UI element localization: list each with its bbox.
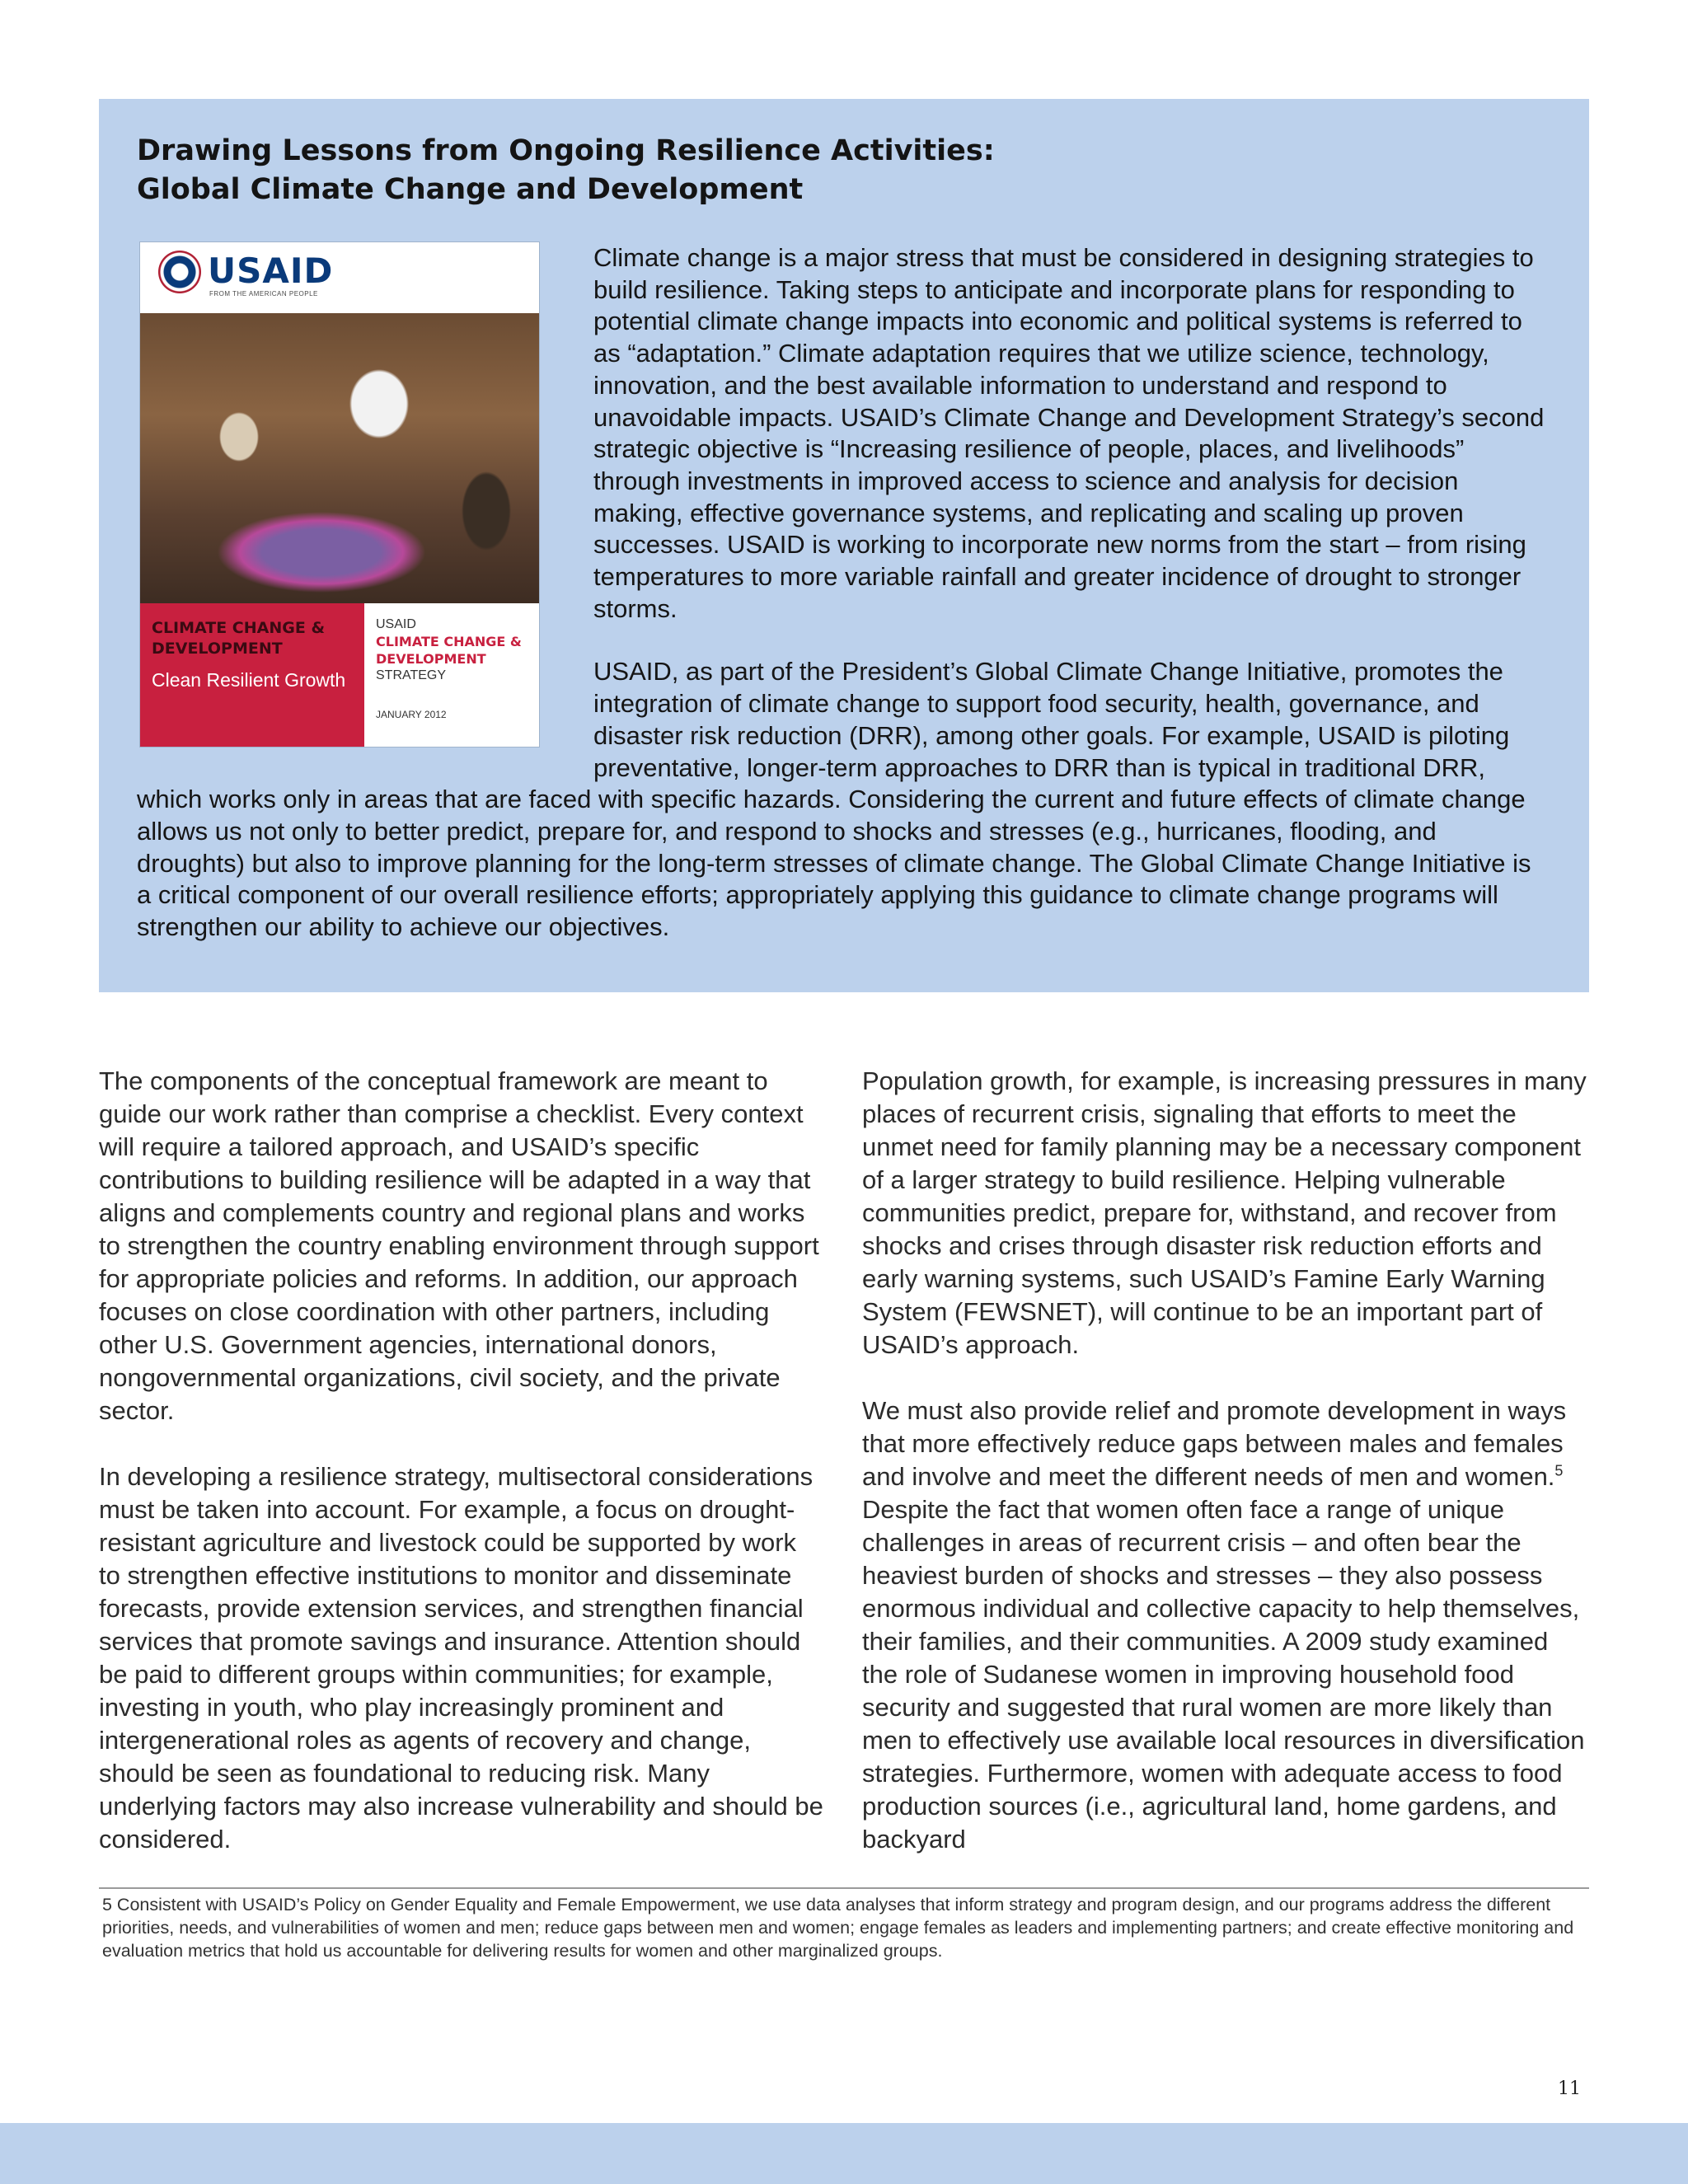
cover-side-agency: USAID	[376, 617, 416, 631]
sidebar-title-line2: Global Climate Change and Development	[137, 173, 804, 206]
sidebar-title	[137, 132, 1551, 209]
cover-header	[140, 242, 539, 313]
right-paragraph-2-part-a: We must also provide relief and promote development in ways that more effectively reduce gaps between males and females and involve and meet the different needs of men and women.	[862, 1396, 1567, 1491]
sidebar-paragraph-1: Climate change is a major stress that must be considered in designing strategies to build resilience. Taking steps to anticipate and incorporate plans for responding to potential climate change impacts into economic and political systems is referred to as “adaptation.” Climate adaptation requires that we utilize science, technology, innovation, and the best available information to understand and respond to unavoidable impacts. USAID’s Climate Change and Development Strategy’s second strategic objective is “Increasing resilience of people, places, and livelihoods” through investments in improved access to science and analysis for decision making, effective governance systems, and replicating and scaling up proven successes. USAID is working to incorporate new norms from the start – from rising temperatures to more variable rainfall and greater incidence of drought to stronger storms.	[593, 243, 1545, 623]
usaid-tagline: FROM THE AMERICAN PEOPLE	[209, 290, 318, 298]
cover-side-panel	[364, 603, 539, 747]
sidebar-title-line1: Drawing Lessons from Ongoing Resilience Activities:	[137, 134, 995, 167]
cover-photo-people-with-map	[140, 313, 539, 603]
body-columns	[99, 1065, 1589, 1854]
climate-change-sidebar-box	[99, 99, 1589, 992]
right-paragraph-2	[862, 1394, 1587, 1856]
usaid-logo: USAID	[208, 251, 334, 291]
sidebar-paragraph-2: USAID, as part of the President’s Global Climate Change Initiative, promotes the integration of climate change to support food security, health, governance, and disaster risk reduction (DRR), among other goals. For example, USAID is piloting preventative, longer-term approaches to DRR than is typical in traditional DRR, which works only in areas that are faced with specific hazards. Considering the current and future effects of climate change allows us not only to better predict, prepare for, and respond to shocks and stresses (e.g., hurricanes, flooding, and droughts) but also to improve planning for the long-term stresses of climate change. The Global Climate Change Initiative is a critical component of our overall resilience efforts; appropriately applying this guidance to climate change programs will strengthen our ability to achieve our objectives.	[137, 657, 1531, 942]
page-number: 11	[1558, 2079, 1581, 2099]
cover-side-title: CLIMATE CHANGE & DEVELOPMENT	[376, 634, 522, 667]
strategy-cover-image	[140, 242, 539, 747]
footnote-5: 5 Consistent with USAID’s Policy on Gender Equality and Female Empowerment, we use data analyses that inform strategy and program design, and our programs address the different priorities, needs, and vulnerabilities of women and men; reduce gaps between men and women; engage females as leaders and implementing partners; and create effective monitoring and evaluation metrics that hold us accountable for delivering results for women and other marginalized groups.	[102, 1895, 1574, 1961]
bottom-color-band	[0, 2123, 1688, 2184]
right-paragraph-2-part-b: Despite the fact that women often face a range of unique challenges in areas of recurrent crisis – and often bear the heaviest burden of shocks and stresses – they also possess enormous individual and collective capacity to help themselves, their families, and their communities. A 2009 study examined the role of Sudanese women in improving household food security and suggested that rural women are more likely than men to effectively use available local resources in diversification strategies. Furthermore, women with adequate access to food production sources (i.e., agricultural land, home gardens, and backyard	[862, 1495, 1585, 1854]
footnote-reference-5[interactable]: 5	[1554, 1462, 1564, 1479]
footnote-divider	[99, 1887, 1589, 1889]
right-paragraph-1: Population growth, for example, is increasing pressures in many places of recurrent crisis, signaling that efforts to meet the unmet need for family planning may be a necessary component of a larger strategy to build resilience. Helping vulnerable communities predict, prepare for, withstand, and recover from shocks and crises through disaster risk reduction efforts and early warning systems, such USAID’s Famine Early Warning System (FEWSNET), will continue to be an important part of USAID’s approach.	[862, 1066, 1587, 1359]
cover-red-title: CLIMATE CHANGE & DEVELOPMENT	[152, 619, 326, 658]
cover-side-date: JANUARY 2012	[376, 709, 447, 720]
cover-red-panel	[140, 603, 364, 747]
cover-side-strategy: STRATEGY	[376, 668, 447, 682]
left-paragraph-1: The components of the conceptual framework are meant to guide our work rather than comprise a checklist. Every context will require a tailored approach, and USAID’s specific contributions to building resilience will be adapted in a way that aligns and complements country and regional plans and works to strengthen the country enabling environment through support for appropriate policies and reforms. In addition, our approach focuses on close coordination with other partners, including other U.S. Government agencies, international donors, nongovernmental organizations, civil society, and the private sector.	[99, 1066, 819, 1425]
usaid-seal-icon	[158, 251, 201, 293]
left-paragraph-2: In developing a resilience strategy, multisectoral considerations must be taken into account. For example, a focus on drought-resistant agriculture and livestock could be supported by work to strengthen effective institutions to monitor and disseminate forecasts, provide extension services, and strengthen financial services that promote savings and insurance. Attention should be paid to different groups within communities; for example, investing in youth, who play increasingly prominent and intergenerational roles as agents of recovery and change, should be seen as foundational to reducing risk. Many underlying factors may also increase vulnerability and should be considered.	[99, 1462, 823, 1854]
cover-red-subtitle: Clean Resilient Growth	[152, 669, 346, 691]
right-column	[862, 1065, 1587, 1856]
left-column	[99, 1065, 824, 1856]
